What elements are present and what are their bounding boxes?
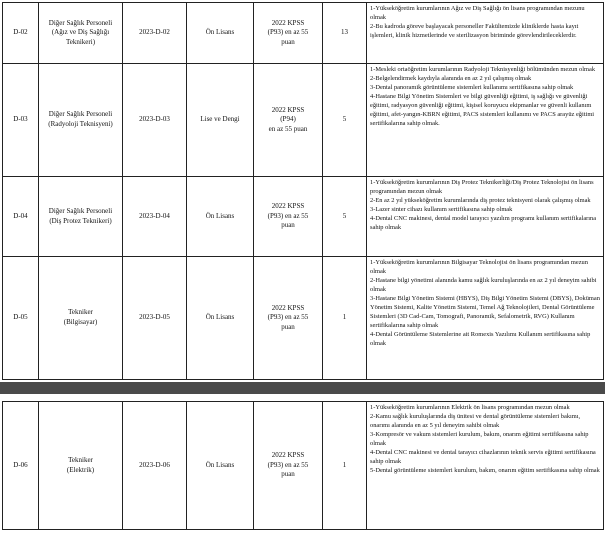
requirement-item: 4-Dental CNC makinesi, dental model tarayıcı yazılım programı kullanım sertifikalarına sahip olmak (370, 215, 597, 231)
kpss-line: (P93) en az 55 (267, 313, 309, 322)
page-separator (0, 382, 605, 394)
kpss-requirement (254, 177, 323, 257)
reference-number: 2023-D-06 (123, 402, 187, 530)
position-code: D-06 (3, 402, 39, 530)
position-title-line: Diğer Sağlık Personeli (48, 206, 113, 215)
education-level: Lise ve Dengi (187, 64, 254, 177)
table-row (3, 3, 604, 64)
quota-count: 1 (323, 257, 367, 380)
requirement-item: 4-Dental CNC makinesi ve dental tarayıcı cihazlarının teknik servis eğitimi sertifikasına sahip olmak (370, 449, 596, 465)
table-row (3, 177, 604, 257)
position-code: D-04 (3, 177, 39, 257)
kpss-line: 2022 KPSS (271, 451, 305, 460)
requirement-item: 1-Yükseköğretim kurumlarının Diş Protez Teknikerliği/Diş Protez Teknolojisi ön lisans programından mezun olmak (370, 179, 594, 195)
kpss-line: 2022 KPSS (271, 303, 305, 312)
quota-count: 13 (323, 3, 367, 64)
requirement-item: 1-Yükseköğretim kurumlarının Elektrik ön lisans programından mezun olmak (370, 404, 570, 411)
position-code: D-02 (3, 3, 39, 64)
reference-number: 2023-D-03 (123, 64, 187, 177)
table-row (3, 402, 604, 530)
kpss-line: puan (281, 470, 295, 479)
requirements (367, 3, 604, 64)
position-code: D-03 (3, 64, 39, 177)
requirements (367, 402, 604, 530)
requirements (367, 177, 604, 257)
kpss-line: (P93) en az 55 (267, 460, 309, 469)
requirement-item: 3-Kompresör ve vakum sistemleri kurulum, bakım, onarım eğitimi sertifikasına sahip olmak (370, 431, 589, 447)
requirement-item: 2-En az 2 yıl yükseköğretim kurumlarında diş protez teknisyeni olarak çalışmış olmak (370, 197, 591, 204)
position-title-line: Diğer Sağlık Personeli (48, 110, 113, 119)
kpss-line: puan (281, 322, 295, 331)
reference-number: 2023-D-04 (123, 177, 187, 257)
reference-number: 2023-D-02 (123, 3, 187, 64)
kpss-line: (P93) en az 55 (267, 211, 309, 220)
kpss-line: en az 55 puan (268, 124, 308, 133)
requirements (367, 64, 604, 177)
kpss-requirement (254, 3, 323, 64)
kpss-line: puan (281, 37, 295, 46)
position-title-line: (Diş Protez Teknikeri) (49, 216, 112, 225)
requirement-item: 2-Bu kadroda göreve başlayacak personeller Fakültemizde kliniklerde hasta kayıt işlemleri, klinik hizmetlerinde ve sterilizasyon biriminde görevlendirileceklerdir. (370, 23, 579, 39)
positions-table-bottom (2, 401, 604, 530)
position-title-line: (Bilgisayar) (63, 318, 98, 326)
position-title (39, 64, 123, 177)
requirement-item: 1-Mesleki ortaöğretim kurumlarının Radyoloji Teknisyenliği bölümünden mezun olmak (370, 66, 596, 73)
table-row (3, 64, 604, 177)
table-row (3, 257, 604, 380)
position-title (39, 177, 123, 257)
position-title-line: Tekniker (68, 308, 93, 317)
position-title-line: Diğer Sağlık Personeli (48, 18, 113, 27)
education-level: Ön Lisans (187, 177, 254, 257)
requirement-item: 5-Dental görüntüleme sistemleri kurulum, bakım, onarım eğitim sertifikasına sahip olmak (370, 467, 600, 474)
kpss-line: 2022 KPSS (271, 202, 305, 211)
quota-count: 5 (323, 64, 367, 177)
position-title-line: (Radyoloji Teknisyeni) (48, 120, 113, 128)
positions-table-top (2, 2, 604, 380)
position-title-line: Tekniker (68, 455, 93, 464)
requirement-item: 3-Dental panoramik görüntüleme sistemleri kullanımı sertifikasına sahip olmak (370, 84, 574, 91)
position-title-line: (Elektrik) (66, 465, 95, 474)
quota-count: 5 (323, 177, 367, 257)
kpss-requirement (254, 402, 323, 530)
reference-number: 2023-D-05 (123, 257, 187, 380)
position-title (39, 402, 123, 530)
kpss-line: (P94) (280, 115, 296, 124)
position-title-line: Teknikeri) (65, 37, 96, 46)
kpss-line: 2022 KPSS (271, 18, 305, 27)
requirements (367, 257, 604, 380)
position-code: D-05 (3, 257, 39, 380)
requirement-item: 1-Yükseköğretim kurumlarının Ağız ve Diş Sağlığı ön lisans programından mezunu olmak (370, 5, 585, 21)
kpss-line: (P93) en az 55 (267, 28, 309, 37)
position-title (39, 3, 123, 64)
kpss-requirement (254, 64, 323, 177)
requirement-item: 1-Yükseköğretim kurumlarının Bilgisayar Teknolojisi ön lisans programından mezun olmak (370, 259, 588, 275)
quota-count: 1 (323, 402, 367, 530)
requirement-item: 2-Kamu sağlık kuruluşlarında diş ünitesi ve dental görüntüleme sistemleri bakımı, onarımı alanında en az 5 yıl deneyim sahibi olmak (370, 413, 581, 429)
education-level: Ön Lisans (187, 3, 254, 64)
requirement-item: 2-Hastane bilgi yönetimi alanında kamu sağlık kuruluşlarında en az 2 yıl deneyim sahibi olmak (370, 277, 597, 293)
requirement-item: 4-Hastane Bilgi Yönetim Sistemleri ve bilgi güvenliği eğitimi, iş sağlığı ve güvenliği eğitimi, radyasyon güvenliği eğitimi, kişisel koruyucu ekipmanlar ve güvenli kullanım eğitimi, afet-yangın-KBRN eğitimi, PACS sistemleri kullanımı ve PACS arayüz eğitimi sertifikalarına sahip olmak. (370, 93, 595, 127)
education-level: Ön Lisans (187, 402, 254, 530)
kpss-line: puan (281, 221, 295, 230)
kpss-requirement (254, 257, 323, 380)
requirement-item: 3-Hastane Bilgi Yönetim Sistemi (HBYS), Diş Bilgi Yönetim Sistemi (DBYS), Doküman Yönetim Sistemi, Kalite Yönetim Sistemi, Temel Ağ Teknolojileri, Dental Görüntüleme Sistemleri (3D Cad-Cam, Tomografi, Panoramik, Sefalometrik, RVG) Kullanım sertifikalarına sahip olmak (370, 295, 600, 329)
requirement-item: 4-Dental Görüntüleme Sistemlerine ait Romexis Yazılımı Kullanım sertifikasına sahip olmak (370, 331, 591, 347)
requirement-item: 3-Lazer sinter cihazı kullanım sertifikasına sahip olmak (370, 206, 513, 213)
position-title (39, 257, 123, 380)
requirement-item: 2-Belgelendirmek kaydıyla alanında en az 2 yıl çalışmış olmak (370, 75, 532, 82)
position-title-line: (Ağız ve Diş Sağlığı (51, 28, 110, 37)
education-level: Ön Lisans (187, 257, 254, 380)
kpss-line: 2022 KPSS (271, 105, 305, 114)
